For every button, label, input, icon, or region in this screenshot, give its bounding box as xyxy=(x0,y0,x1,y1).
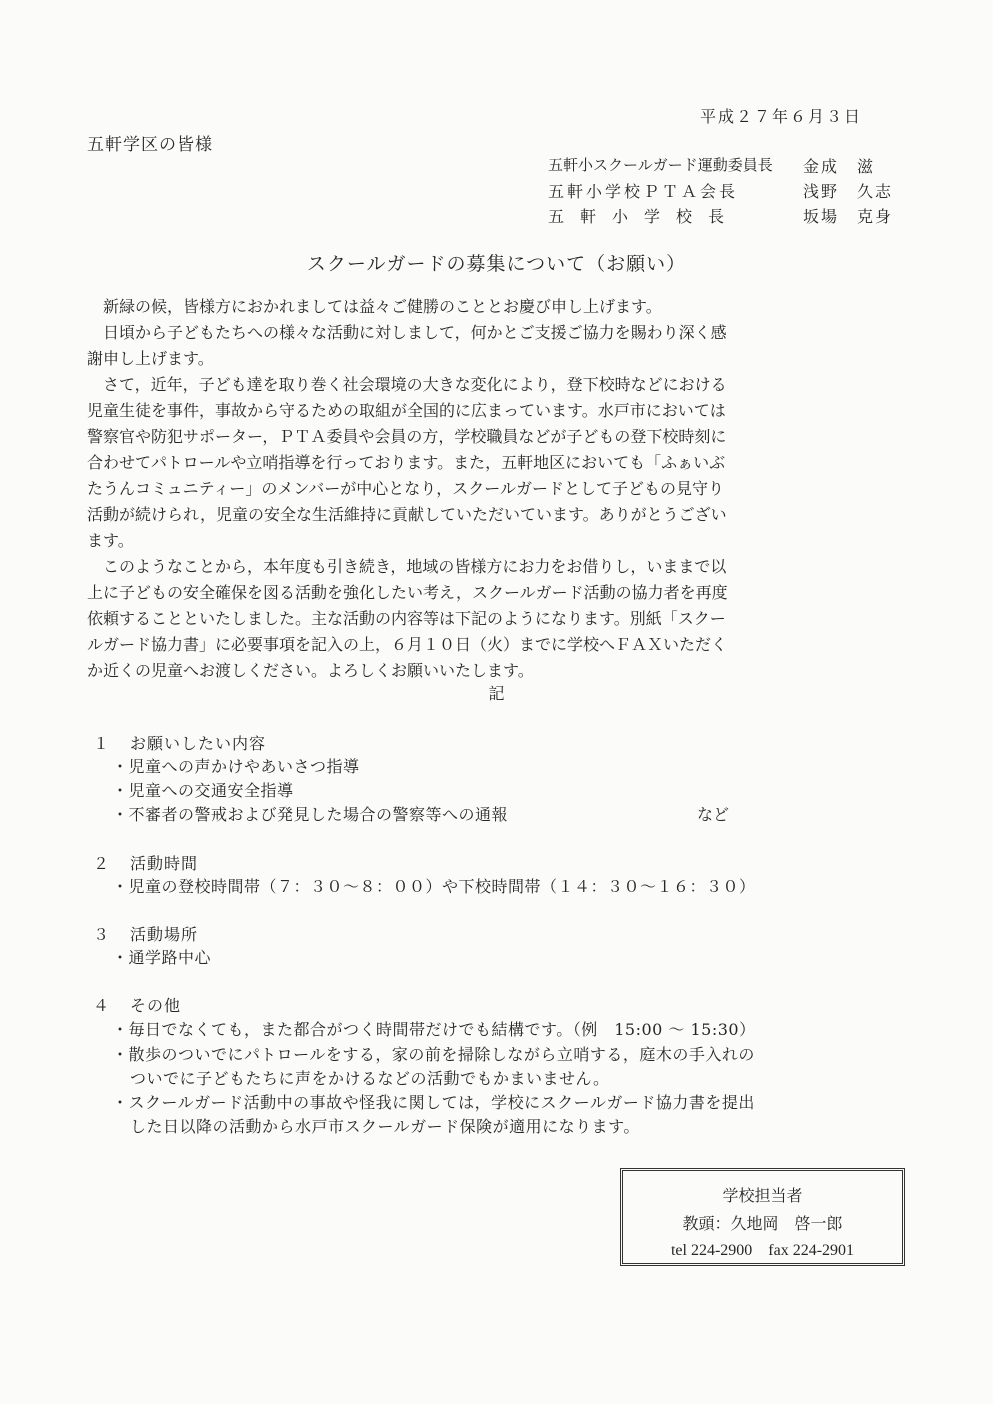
body-line: 合わせてパトロールや立哨指導を行っております。また，五軒地区においても「ふぁいぶ xyxy=(87,453,726,472)
body-line: 児童生徒を事件，事故から守るための取組が全国的に広まっています。水戸市においては xyxy=(87,401,726,420)
signatory-title: 五軒小学校ＰＴＡ会長 xyxy=(548,182,739,201)
addressee: 五軒学区の皆様 xyxy=(87,135,213,155)
body-line: 謝申し上げます。 xyxy=(87,349,214,368)
ki-marker: 記 xyxy=(488,684,505,703)
section-number: １ xyxy=(93,734,110,753)
signatory-pta-president xyxy=(548,179,893,202)
contact-phone-fax: tel 224-2900 fax 224-2901 xyxy=(670,1242,855,1259)
body-line: さて，近年，子ども達を取り巻く社会環境の大きな変化により，登下校時などにおける xyxy=(103,375,727,394)
section-item-continued: した日以降の活動から水戸市スクールガード保険が適用になります。 xyxy=(130,1117,640,1136)
body-line: 新緑の候，皆様方におかれましては益々ご健勝のこととお慶び申し上げます。 xyxy=(103,297,662,316)
contact-label: 学校担当者 xyxy=(722,1186,803,1205)
body-line: ます。 xyxy=(87,531,134,550)
contact-person: 教頭：久地岡 啓一郎 xyxy=(682,1214,843,1233)
body-line: このようなことから，本年度も引き続き，地域の皆様方にお力をお借りし，いままで以 xyxy=(103,557,727,576)
section-number: ３ xyxy=(93,925,110,944)
body-line: 日頃から子どもたちへの様々な活動に対しまして，何かとご支援ご協力を賜わり深く感 xyxy=(103,323,727,342)
signatory-name: 浅野 久志 xyxy=(803,182,894,201)
signatory-name: 金成 滋 xyxy=(803,157,876,176)
contact-box xyxy=(620,1168,905,1266)
body-line: たうんコミュニティー」のメンバーが中心となり，スクールガードとして子どもの見守り xyxy=(87,479,724,498)
date: 平成２７年６月３日 xyxy=(700,107,863,126)
section-heading: 活動場所 xyxy=(130,925,199,944)
section-heading: その他 xyxy=(130,996,182,1015)
section-item: ・児童への交通安全指導 xyxy=(112,781,294,800)
body-line: か近くの児童へお渡しください。よろしくお願いいたします。 xyxy=(87,661,534,680)
signatory-title: 五軒小学校長 xyxy=(548,207,741,226)
document-title: スクールガードの募集について（お願い） xyxy=(306,253,687,275)
signatory-title: 五軒小スクールガード運動委員長 xyxy=(548,156,773,174)
section-item: ・不審者の警戒および発見した場合の警察等への通報 xyxy=(112,805,509,824)
signatory-principal xyxy=(548,204,893,227)
section-item-continued: ついでに子どもたちに声をかけるなどの活動でもかまいません。 xyxy=(130,1069,610,1088)
signatory-name: 坂場 克身 xyxy=(803,207,894,226)
section-item: ・毎日でなくても，また都合がつく時間帯だけでも結構です。（例 15:00 ～ 15:30） xyxy=(112,1020,756,1039)
signatory-committee-chair xyxy=(548,154,875,177)
body-line: ルガード協力書」に必要事項を記入の上，６月１０日（火）までに学校へＦＡＸいただく xyxy=(87,635,728,654)
section-item-trailing: など xyxy=(697,805,730,824)
body-line: 警察官や防犯サポーター，ＰＴＡ委員や会員の方，学校職員などが子どもの登下校時刻に xyxy=(87,427,727,446)
body-paragraphs xyxy=(87,294,917,684)
section-number: ４ xyxy=(93,996,110,1015)
section-item: ・児童の登校時間帯（７：３０～８：００）や下校時間帯（１４：３０～１６：３０） xyxy=(112,877,756,896)
section-number: ２ xyxy=(93,854,110,873)
section-heading: お願いしたい内容 xyxy=(130,734,267,753)
section-item: ・スクールガード活動中の事故や怪我に関しては，学校にスクールガード協力書を提出 xyxy=(112,1093,755,1112)
section-item: ・児童への声かけやあいさつ指導 xyxy=(112,757,360,776)
body-line: 上に子どもの安全確保を図る活動を強化したい考え，スクールガード活動の協力者を再度 xyxy=(87,583,728,602)
body-line: 依頼することといたしました。主な活動の内容等は下記のようになります。別紙「スクー xyxy=(87,609,726,628)
section-item: ・通学路中心 xyxy=(112,948,212,967)
body-line: 活動が続けられ，児童の安全な生活維持に貢献していただいています。ありがとうござい xyxy=(87,505,727,524)
section-heading: 活動時間 xyxy=(130,854,199,873)
section-item: ・散歩のついでにパトロールをする，家の前を掃除しながら立哨する，庭木の手入れの xyxy=(112,1045,755,1064)
